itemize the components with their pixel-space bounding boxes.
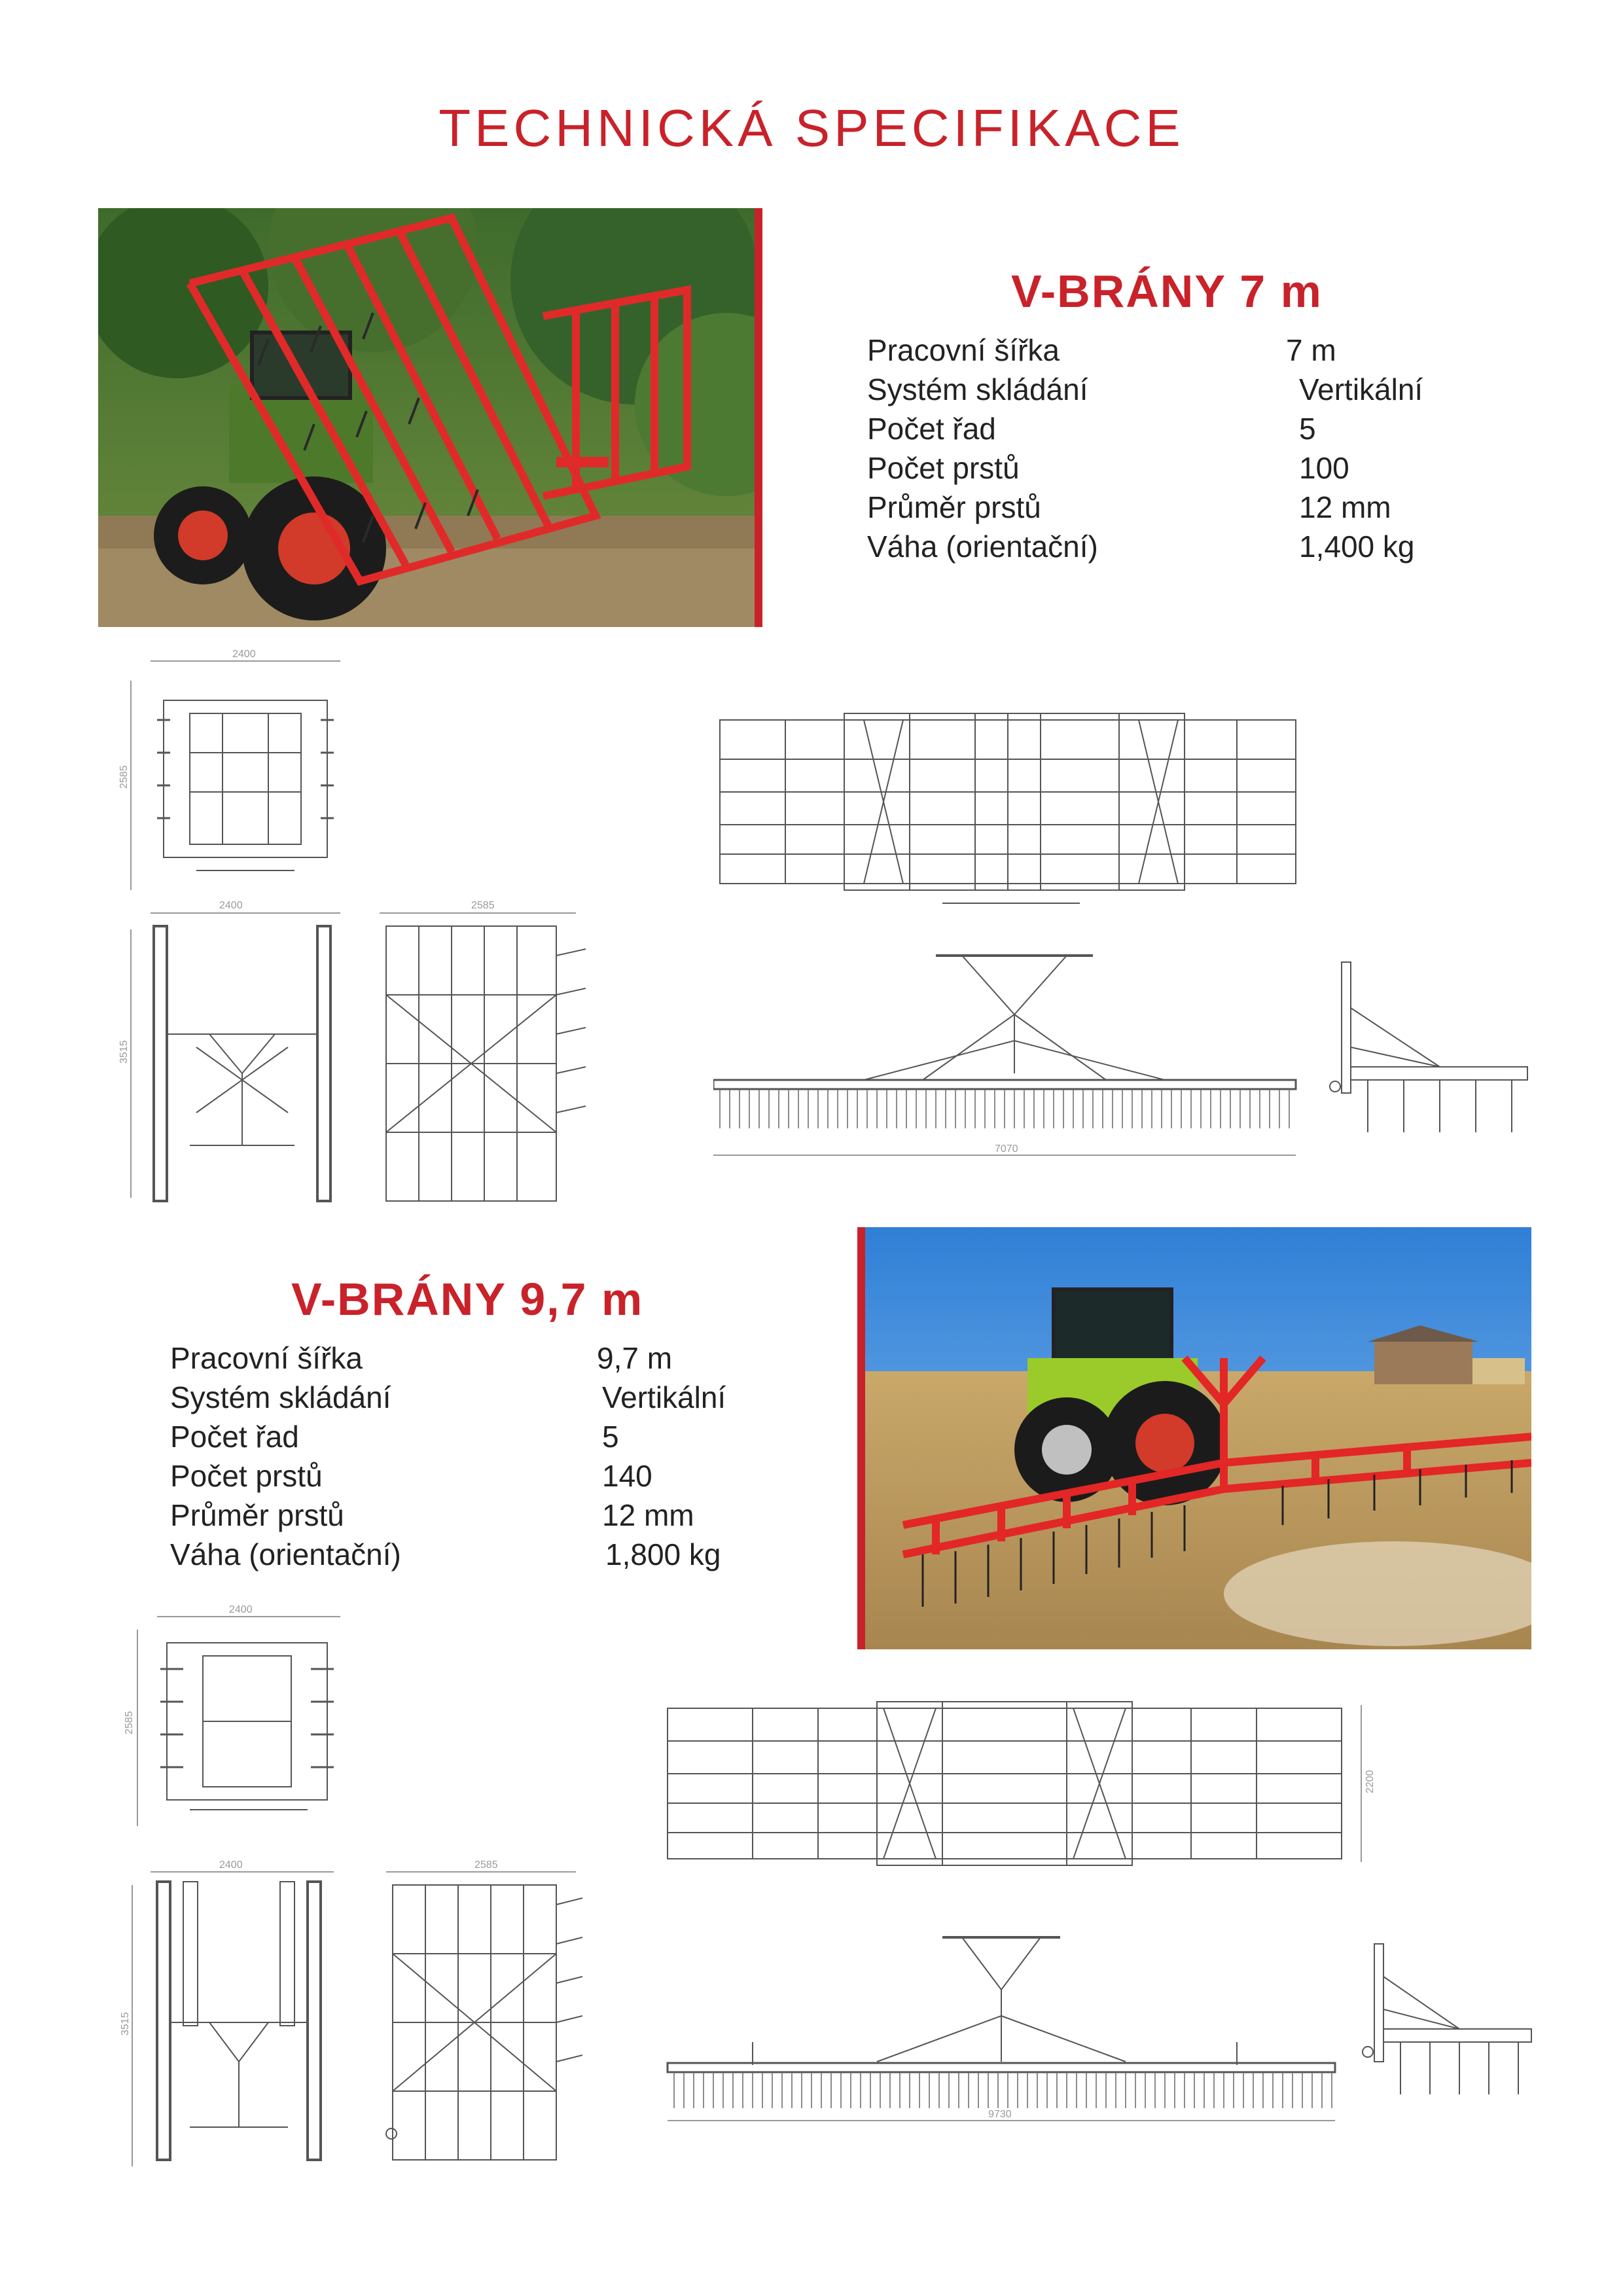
spec-label: Počet prstů — [867, 451, 1020, 485]
dimension-label: 2400 — [219, 1859, 243, 1871]
dimension-label: 3515 — [118, 1040, 130, 1064]
dimension-label: 2585 — [124, 1711, 135, 1734]
drawing-plan-unfolded-9-7m — [661, 1695, 1381, 1885]
dimension-label: 7070 — [995, 1143, 1018, 1155]
spec-label: Pracovní šířka — [170, 1341, 363, 1375]
dimension-label: 3515 — [120, 2012, 131, 2036]
spec-label: Pracovní šířka — [867, 333, 1060, 367]
drawing-side-view-7m — [366, 897, 589, 1211]
spec-value: 12 mm — [1299, 490, 1391, 524]
drawing-plan-unfolded-7m — [713, 707, 1302, 916]
drawing-front-unfolded-7m — [713, 942, 1315, 1172]
spec-label: Počet řad — [170, 1420, 299, 1454]
dimension-label: 2200 — [1364, 1770, 1376, 1793]
model-title-7m: V-BRÁNY 7 m — [1011, 266, 1323, 317]
drawing-top-view-7m — [118, 648, 353, 897]
drawing-side-unfolded-7m — [1322, 956, 1531, 1145]
spec-label: Průměr prstů — [867, 490, 1041, 524]
dimension-label: 2585 — [474, 1859, 498, 1871]
page-title: TECHNICKÁ SPECIFIKACE — [438, 99, 1185, 157]
spec-value: 100 — [1299, 451, 1349, 485]
spec-label: Průměr prstů — [170, 1498, 344, 1532]
spec-value: 9,7 m — [597, 1341, 673, 1375]
spec-value: 12 mm — [602, 1498, 694, 1532]
dimension-label: 2585 — [118, 765, 130, 789]
spec-value: 5 — [1299, 412, 1316, 446]
dimension-label: 2585 — [471, 900, 495, 911]
drawing-side-unfolded-9-7m — [1348, 1937, 1538, 2108]
product-photo-7m — [98, 208, 762, 627]
spec-label: Váha (orientační) — [170, 1537, 401, 1571]
model-title-9-7m: V-BRÁNY 9,7 m — [291, 1274, 644, 1325]
drawing-front-view-9-7m — [118, 1859, 353, 2173]
spec-value: Vertikální — [602, 1380, 726, 1414]
spec-label: Počet prstů — [170, 1459, 323, 1493]
dimension-label: 2400 — [232, 649, 256, 660]
spec-value: 140 — [602, 1459, 652, 1493]
drawing-top-view-9-7m — [118, 1604, 353, 1833]
spec-value: 5 — [602, 1420, 619, 1454]
drawing-front-view-7m — [118, 897, 353, 1211]
dimension-label: 9730 — [988, 2109, 1012, 2120]
spec-value: 1,400 kg — [1299, 529, 1415, 564]
dimension-label: 2400 — [219, 900, 243, 911]
drawing-side-view-9-7m — [366, 1859, 589, 2173]
spec-label: Počet řad — [867, 412, 996, 446]
spec-value: 1,800 kg — [605, 1537, 721, 1571]
spec-value: 7 m — [1286, 333, 1336, 367]
spec-label: Váha (orientační) — [867, 529, 1098, 564]
drawing-front-unfolded-9-7m — [661, 1924, 1342, 2134]
spec-label: Systém skládání — [170, 1380, 391, 1414]
product-photo-9-7m — [857, 1227, 1531, 1649]
dimension-label: 2400 — [229, 1604, 253, 1615]
spec-value: Vertikální — [1299, 372, 1423, 406]
spec-label: Systém skládání — [867, 372, 1088, 406]
